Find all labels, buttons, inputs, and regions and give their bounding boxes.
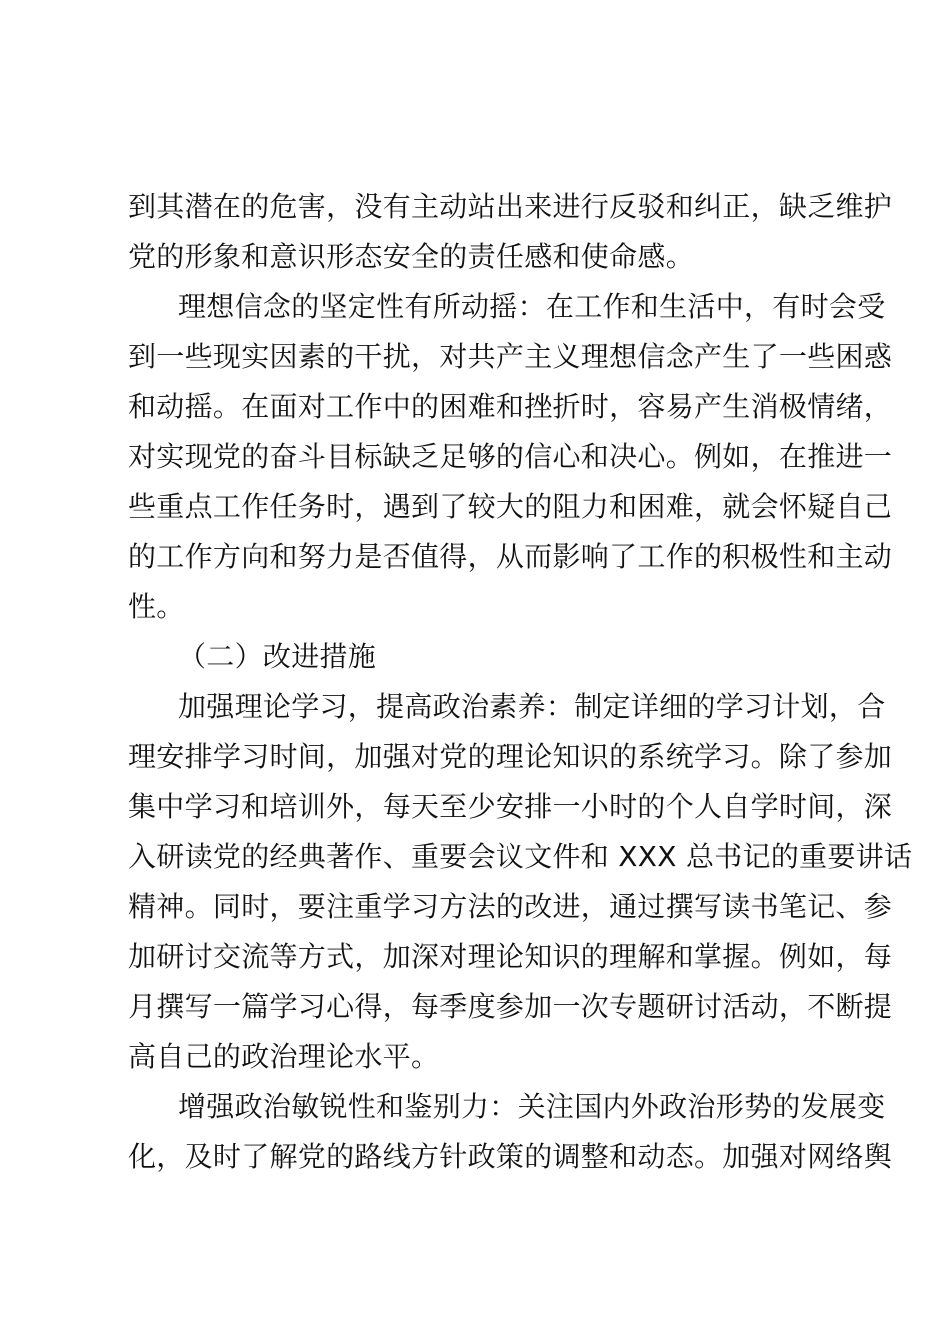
- text-line: 到一些现实因素的干扰，对共产主义理想信念产生了一些困惑: [128, 340, 893, 373]
- text-line: 加研讨交流等方式，加深对理论知识的理解和掌握。例如，每: [128, 940, 893, 973]
- text-line: 和动摇。在面对工作中的困难和挫折时，容易产生消极情绪，: [128, 390, 893, 423]
- paragraph-start-line: 增强政治敏锐性和鉴别力：关注国内外政治形势的发展变: [178, 1090, 886, 1123]
- text-line: 月撰写一篇学习心得，每季度参加一次专题研讨活动，不断提: [128, 990, 893, 1023]
- document-body: [128, 182, 913, 1182]
- text-line: 性。: [128, 590, 185, 623]
- text-line: 精神。同时，要注重学习方法的改进，通过撰写读书笔记、参: [128, 890, 893, 923]
- text-line: 到其潜在的危害，没有主动站出来进行反驳和纠正，缺乏维护: [128, 190, 893, 223]
- text-line: 的工作方向和努力是否值得，从而影响了工作的积极性和主动: [128, 540, 893, 573]
- text-line: 些重点工作任务时，遇到了较大的阻力和困难，就会怀疑自己: [128, 490, 893, 523]
- text-line: 党的形象和意识形态安全的责任感和使命感。: [128, 240, 695, 273]
- text-line: 理安排学习时间，加强对党的理论知识的系统学习。除了参加: [128, 740, 893, 773]
- paragraph-start-line: 加强理论学习，提高政治素养：制定详细的学习计划，合: [178, 690, 886, 723]
- text-line: 集中学习和培训外，每天至少安排一小时的个人自学时间，深: [128, 790, 893, 823]
- section-heading: （二）改进措施: [178, 640, 377, 673]
- text-line: 高自己的政治理论水平。: [128, 1040, 440, 1073]
- paragraph-start-line: 理想信念的坚定性有所动摇：在工作和生活中，有时会受: [178, 290, 886, 323]
- text-line: 对实现党的奋斗目标缺乏足够的信心和决心。例如，在推进一: [128, 440, 893, 473]
- text-line: 化，及时了解党的路线方针政策的调整和动态。加强对网络舆: [128, 1140, 893, 1173]
- text-line: 入研读党的经典著作、重要会议文件和 XXX 总书记的重要讲话: [128, 840, 913, 873]
